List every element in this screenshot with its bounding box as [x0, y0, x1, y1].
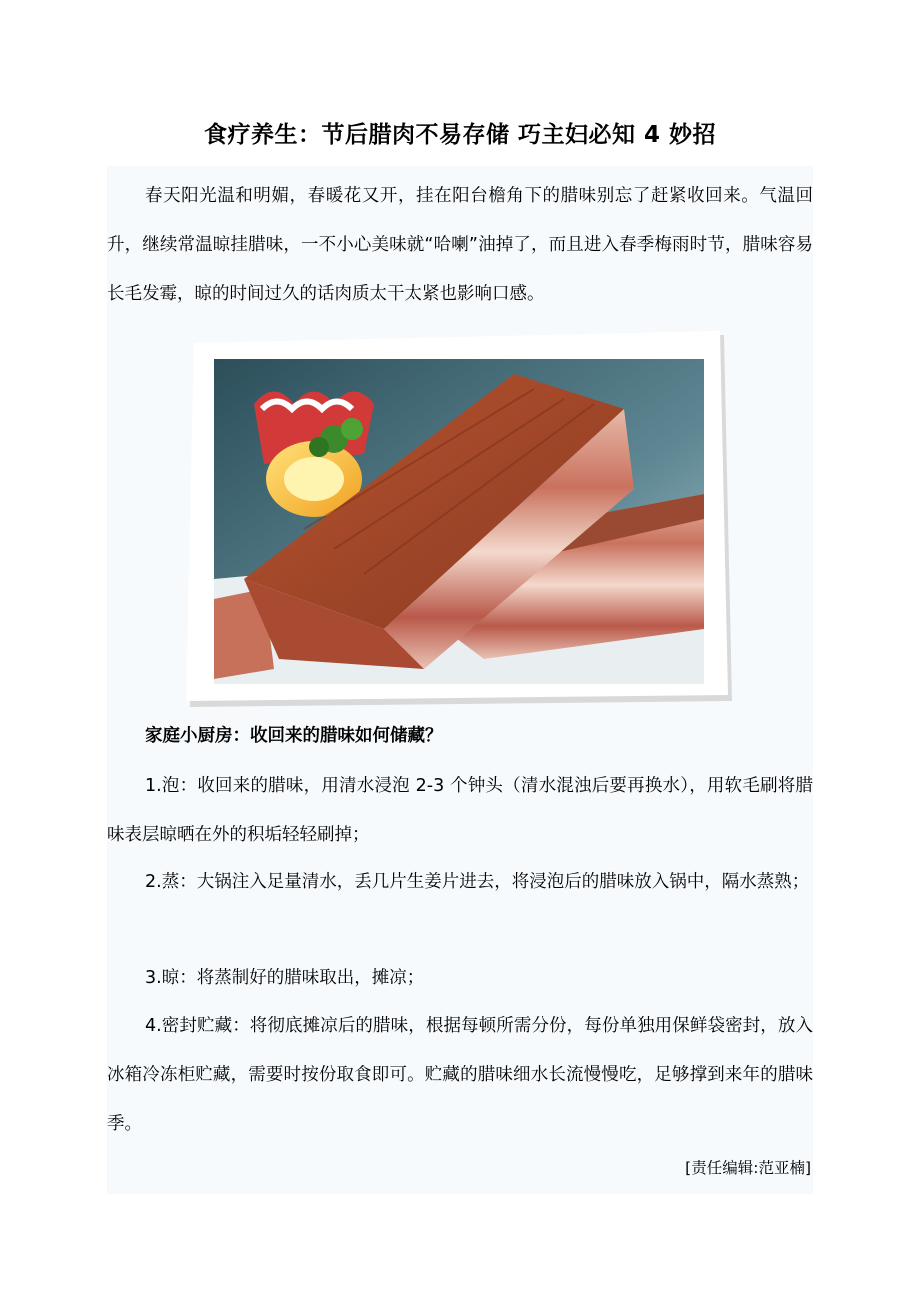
step-3-paragraph: 3.晾：将蒸制好的腊味取出，摊凉； [145, 968, 425, 988]
cured-meat-photo [184, 329, 736, 712]
section-subtitle: 家庭小厨房：收回来的腊味如何储藏？ [145, 726, 443, 746]
article-body [107, 166, 813, 1194]
article-title: 食疗养生：节后腊肉不易存储 巧主妇必知 4 妙招 [203, 122, 717, 148]
step-1-paragraph: 1.泡：收回来的腊味，用清水浸泡 2-3 个钟头（清水混浊后要再换水），用软毛刷将腊味表层晾晒在外的积垢轻轻刷掉； [107, 776, 813, 845]
step-2-paragraph: 2.蒸：大锅注入足量清水，丢几片生姜片进去，将浸泡后的腊味放入锅中，隔水蒸熟； [145, 872, 810, 892]
step-4-paragraph: 4.密封贮藏：将彻底摊凉后的腊味，根据每顿所需分份，每份单独用保鲜袋密封，放入冰箱冷冻柜贮藏，需要时按份取食即可。贮藏的腊味细水长流慢慢吃，足够撑到来年的腊味季。 [107, 1016, 813, 1134]
intro-paragraph: 春天阳光温和明媚，春暖花又开，挂在阳台檐角下的腊味别忘了赶紧收回来。气温回升，继续常温晾挂腊味，一不小心美味就“哈喇”油掉了，而且进入春季梅雨时节，腊味容易长毛发霉，晾的时间过久的话肉质太干太紧也影响口感。 [107, 186, 813, 304]
editor-credit: [责任编辑:范亚楠] [685, 1159, 811, 1177]
